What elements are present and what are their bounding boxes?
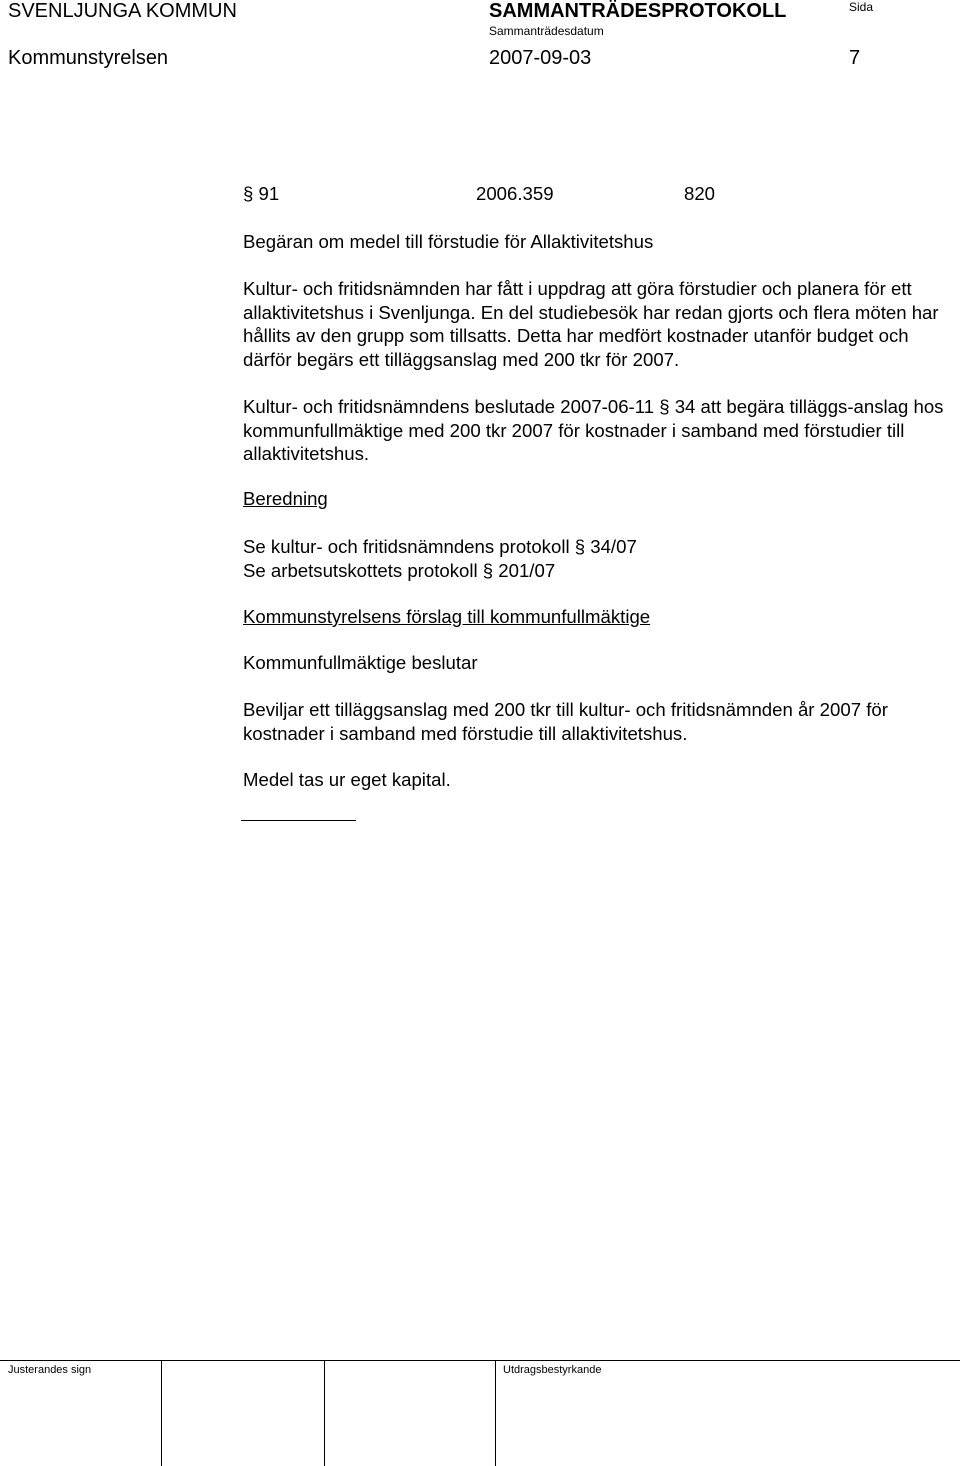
reference-1: Se kultur- och fritidsnämndens protokoll § 34/07 bbox=[243, 536, 637, 557]
municipality-name: SVENLJUNGA KOMMUN bbox=[8, 0, 237, 22]
case-dnr: 2006.359 bbox=[476, 183, 554, 204]
case-section: § 91 bbox=[243, 183, 280, 204]
end-rule bbox=[241, 820, 356, 821]
date-label: Sammanträdesdatum bbox=[489, 24, 604, 38]
paragraph-committee-decision: Kultur- och fritidsnämndens beslutade 2007-06-11 § 34 att begära tilläggs-anslag hos kommunfullmäktige med 200 tkr 2007 för kostnader i samband med förstudier till allaktivitetshus. bbox=[243, 396, 944, 464]
page-label: Sida bbox=[849, 0, 874, 14]
decision-heading: Kommunfullmäktige beslutar bbox=[243, 652, 478, 673]
funding-text: Medel tas ur eget kapital. bbox=[243, 769, 451, 790]
signature-footer bbox=[0, 1360, 960, 1466]
board-name: Kommunstyrelsen bbox=[8, 47, 169, 69]
footer-cell-sign-2 bbox=[161, 1361, 325, 1466]
case-code: 820 bbox=[684, 183, 716, 204]
justerandes-label: Justerandes sign bbox=[8, 1364, 92, 1376]
decision-text: Beviljar ett tilläggsanslag med 200 tkr till kultur- och fritidsnämnden år 2007 för kostnader i samband med förstudie till allaktivitetshus. bbox=[243, 699, 888, 744]
proposal-heading: Kommunstyrelsens förslag till kommunfullmäktige bbox=[243, 606, 651, 627]
case-title: Begäran om medel till förstudie för Allaktivitetshus bbox=[243, 231, 654, 252]
footer-cell-sign-3 bbox=[324, 1361, 496, 1466]
meeting-date: 2007-09-03 bbox=[489, 47, 592, 69]
paragraph-background: Kultur- och fritidsnämnden har fått i uppdrag att göra förstudier och planera för ett allaktivitetshus i Svenljunga. En del studiebesök har redan gjorts och flera möten har hållits av den grupp som tillsatts. Detta har medfört kostnader utanför budget och därför begärs ett tilläggsanslag med 200 tkr för 2007. bbox=[243, 278, 939, 370]
reference-2: Se arbetsutskottets protokoll § 201/07 bbox=[243, 560, 556, 581]
utdrag-label: Utdragsbestyrkande bbox=[503, 1364, 602, 1376]
footer-cell-justerandes bbox=[0, 1361, 162, 1466]
beredning-heading: Beredning bbox=[243, 488, 328, 509]
protocol-title: SAMMANTRÄDESPROTOKOLL bbox=[489, 0, 787, 22]
page-number: 7 bbox=[849, 47, 861, 69]
